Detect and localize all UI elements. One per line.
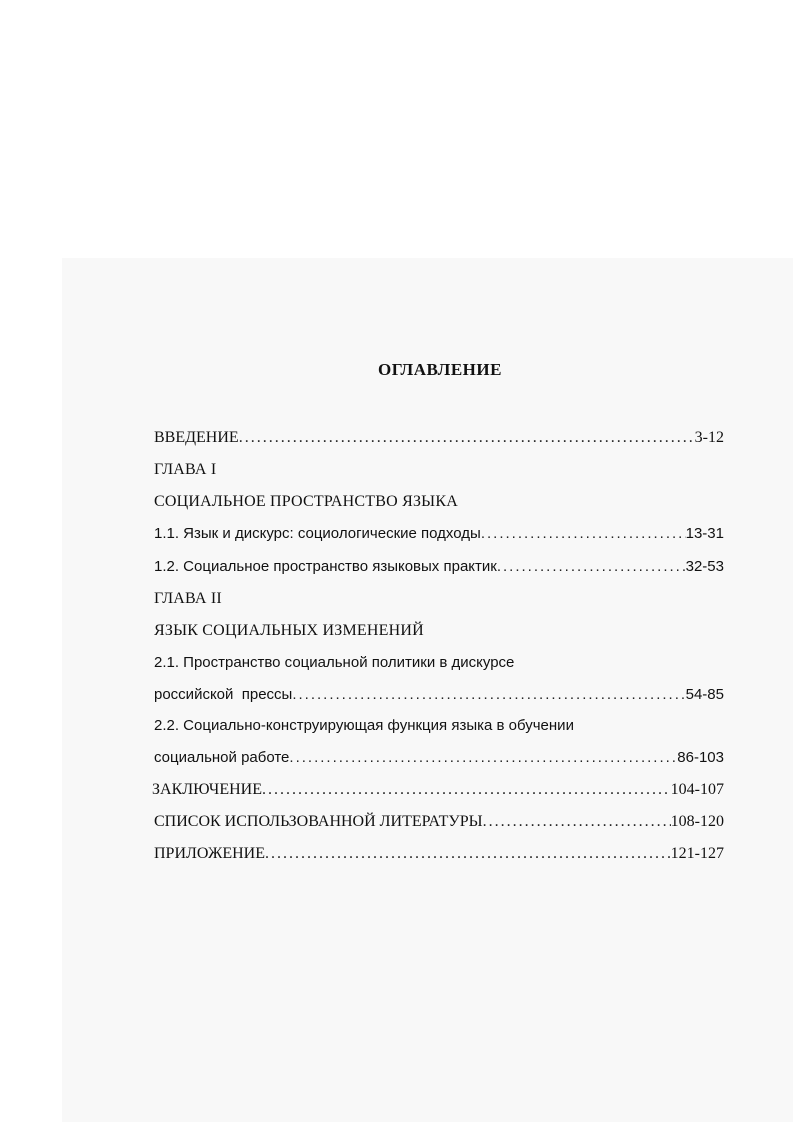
- toc-entry-pages: 108-120: [670, 813, 724, 830]
- toc-entry-pages: 3-12: [694, 429, 724, 446]
- toc-entry-pages: 54-85: [685, 686, 724, 703]
- toc-entry-2-2-line1[interactable]: 2.2. Социально-конструирующая функция языка в обучении: [154, 717, 574, 734]
- toc-entry-2-2[interactable]: [154, 748, 724, 768]
- leader-dots: [265, 844, 671, 864]
- leader-dots: [497, 557, 686, 577]
- toc-entry-appendix[interactable]: [154, 844, 724, 864]
- toc-title: ОГЛАВЛЕНИЕ: [378, 360, 502, 379]
- toc-entry-pages: 32-53: [685, 558, 724, 575]
- toc-entry-2-1[interactable]: [154, 685, 724, 705]
- toc-entry-label: СПИСОК ИСПОЛЬЗОВАННОЙ ЛИТЕРАТУРЫ: [154, 813, 483, 830]
- toc-entry-2-1-line1[interactable]: 2.1. Пространство социальной политики в дискурсе: [154, 654, 515, 671]
- leader-dots: [483, 812, 671, 832]
- toc-entry-pages: 86-103: [677, 749, 724, 766]
- toc-entry-label: российской прессы: [154, 686, 293, 703]
- toc-chapter-2-title[interactable]: ЯЗЫК СОЦИАЛЬНЫХ ИЗМЕНЕНИЙ: [154, 622, 424, 639]
- toc-entry-label: ВВЕДЕНИЕ: [154, 429, 239, 446]
- leader-dots: [292, 685, 685, 705]
- toc-entry-pages: 13-31: [685, 525, 724, 542]
- toc-chapter-1-title[interactable]: СОЦИАЛЬНОЕ ПРОСТРАНСТВО ЯЗЫКА: [154, 493, 458, 510]
- toc-entry-1-2[interactable]: [154, 557, 724, 577]
- toc-entry-conclusion[interactable]: [152, 780, 724, 800]
- leader-dots: [262, 780, 671, 800]
- toc-entry-bibliography[interactable]: [154, 812, 724, 832]
- toc-chapter-2-heading[interactable]: ГЛАВА II: [154, 590, 222, 607]
- toc-entry-label: социальной работе: [154, 749, 290, 766]
- toc-entry-label: 1.1. Язык и дискурс: социологические подходы: [154, 525, 481, 542]
- toc-entry-label: ПРИЛОЖЕНИЕ: [154, 845, 266, 862]
- leader-dots: [239, 428, 695, 448]
- toc-entry-label: ЗАКЛЮЧЕНИЕ: [152, 781, 262, 798]
- toc-entry-1-1[interactable]: [154, 524, 724, 544]
- toc-entry-label: 1.2. Социальное пространство языковых практик: [154, 558, 497, 575]
- toc-entry-pages: 104-107: [670, 781, 724, 798]
- toc-entry-pages: 121-127: [670, 845, 724, 862]
- toc-entry-introduction[interactable]: [154, 428, 724, 448]
- leader-dots: [289, 748, 677, 768]
- leader-dots: [481, 524, 686, 544]
- toc-chapter-1-heading[interactable]: ГЛАВА I: [154, 461, 217, 478]
